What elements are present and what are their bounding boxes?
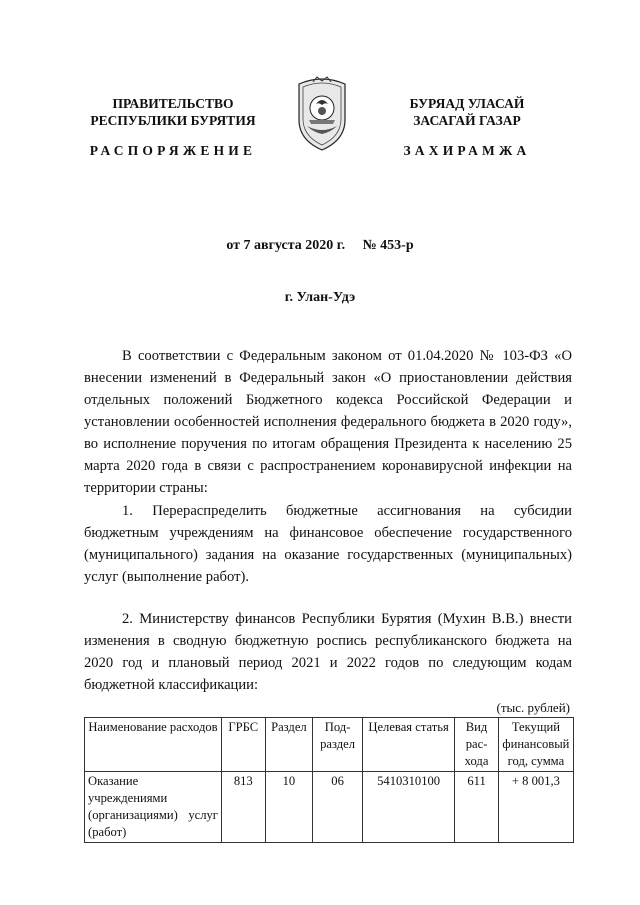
document-date: от 7 августа 2020 г. [226,238,346,253]
document-date-line [0,238,640,254]
document-type-ru: РАСПОРЯЖЕНИЕ [89,143,257,158]
header-summa: Текущий финансовый год, сумма [498,718,573,772]
table-header-row [85,718,574,772]
document-type-bua: ЗАХИРАМЖА [403,143,531,158]
paragraph-item-2: 2. Министерству финансов Республики Бурятия (Мухин В.В.) внести изменения в сводную бюджетную роспись республиканского бюджета на 2020 год и плановый период 2021 и 2022 годов по следующим кодам бюджетной классификации: [84,611,572,693]
cell-vid: 611 [455,772,499,843]
header-razdel: Раздел [265,718,313,772]
budget-classification-table [84,717,574,843]
cell-podrazdel: 06 [313,772,363,843]
document-city: г. Улан-Удэ [284,290,356,305]
paragraph-preamble: В соответствии с Федеральным законом от 01.04.2020 № 103-ФЗ «О внесении изменений в Федеральный закон «О приостановлении действия отдельных положений Бюджетного кодекса Российской Федерации и установлении особенностей исполнения федерального бюджета в 2020 году», во исполнение поручения по итогам обращения Президента к населению 25 марта 2020 года в связи с распространением коронавирусной инфекции на территории страны: [84,348,572,496]
paragraph-item-1: 1. Перераспределить бюджетные ассигнования на субсидии бюджетным учреждениям на финансовое обеспечение государственного (муниципального) задания на оказание государственных (муниципальных) услуг (выполнение работ). [84,503,572,585]
table-units: (тыс. рублей) [496,700,570,715]
cell-razdel: 10 [265,772,313,843]
document-number: № 453-р [362,238,414,253]
cell-name: Оказание учреждениями (организациями) услуг (работ) [85,772,222,843]
header-podrazdel: Под-раздел [313,718,363,772]
government-name-bua [352,95,582,129]
header-celevaya: Целевая статья [362,718,454,772]
cell-grbs: 813 [221,772,265,843]
government-line-1-bua: БУРЯАД УЛАСАЙ [409,96,525,111]
table-row [85,772,574,843]
government-name-ru [58,95,288,129]
government-line-1: ПРАВИТЕЛЬСТВО [112,96,234,111]
header-vid: Вид рас-хода [455,718,499,772]
header-name: Наименование расходов [85,718,222,772]
coat-of-arms-icon [295,74,349,152]
cell-celevaya: 5410310100 [362,772,454,843]
government-line-2: РЕСПУБЛИКИ БУРЯТИЯ [90,113,256,128]
government-line-2-bua: ЗАСАГАЙ ГАЗАР [413,113,521,128]
cell-summa: + 8 001,3 [498,772,573,843]
header-grbs: ГРБС [221,718,265,772]
